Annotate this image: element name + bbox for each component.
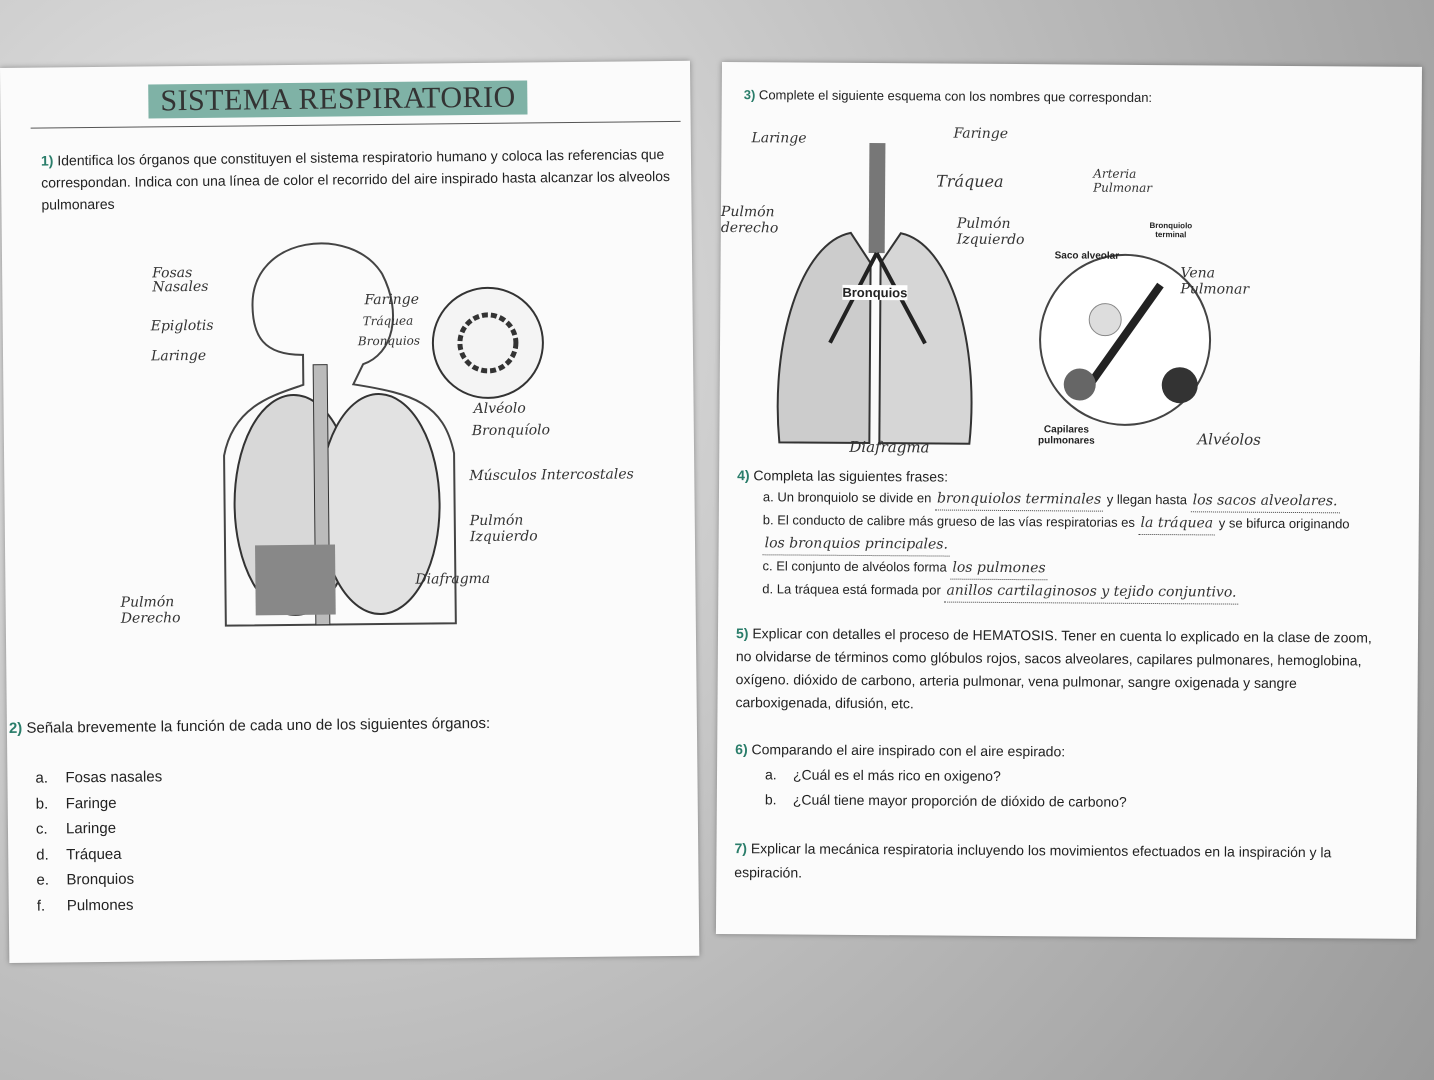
label-pulmon-izquierdo: Pulmón Izquierdo [956,215,1025,249]
label-musculos-intercostales: Músculos Intercostales [469,466,634,485]
right-worksheet [716,62,1422,939]
label-fosas-nasales: Fosas Nasales [152,264,209,296]
question-1: 1) Identifica los órganos que constituyen el sistema respiratorio humano y coloca las referencias que correspondan. Indica con una línea de color el recorrido del aire inspirado hasta alcanzar los alveolos pulmonares [40,146,671,213]
label-laringe: Laringe [150,347,207,365]
label-laringe: Laringe [751,130,807,147]
list-item: f. Pulmones [36,896,134,915]
sentence-list [762,486,1403,605]
label-epiglotis: Epiglotis [150,317,214,335]
question-4: 4) Completa las siguientes frases: [737,467,949,485]
sentence-a: a. Un bronquiolo se divide en bronquiolos terminales y llegan hasta los sacos alveolares. [763,486,1403,513]
sentence-c: c. El conjunto de alvéolos forma los pulmones [762,555,1402,582]
label-alveolos: Alvéolos [1197,430,1261,449]
label-diafragma: Diafragma [415,570,491,588]
question-7: 7) Explicar la mecánica respiratoria incluyendo los movimientos efectuados en la inspiración y la espiración. [734,840,1332,881]
label-bronquiolo-terminal: Bronquiolo terminal [1149,220,1193,240]
sentence-d: d. La tráquea está formada por anillos cartilaginosos y tejido conjuntivo. [762,578,1402,605]
label-bronquiolo: Bronquíolo [471,422,551,440]
label-bronquios: Bronquios [842,284,908,301]
question-6-items [765,762,1127,815]
label-faringe: Faringe [953,125,1009,142]
label-saco-alveolar: Saco alveolar [1054,250,1120,262]
label-faringe: Faringe [364,291,420,309]
label-pulmon-derecho: Pulmón derecho [720,203,779,237]
list-item: a. Fosas nasales [35,768,163,787]
question-6: 6) Comparando el aire inspirado con el aire espirado: [735,741,1066,760]
list-item: c. Laringe [35,820,117,838]
list-item: b. ¿Cuál tiene mayor proporción de dióxido de carbono? [764,791,1127,810]
label-alveolo: Alvéolo [473,400,526,418]
label-diafragma: Diafragma [849,437,930,457]
label-pulmon-derecho: Pulmón Derecho [120,594,181,627]
organ-list [35,764,163,919]
divider [31,121,681,129]
question-3: 3) Complete el siguiente esquema con los nombres que correspondan: [743,87,1153,106]
list-item: a. ¿Cuál es el más rico en oxigeno? [764,766,1001,784]
label-vena-pulmonar: Vena Pulmonar [1180,265,1250,298]
label-traquea: Tráquea [936,171,1004,191]
worksheet-title: SISTEMA RESPIRATORIO [148,80,528,118]
list-item: d. Tráquea [36,845,122,864]
question-5: 5) Explicar con detalles el proceso de HEMATOSIS. Tener en cuenta lo explicado en la clase de zoom, no olvidarse de términos como glóbulos rojos, sacos alveolares, capilares pulmonares, hemoglobina, oxígeno. dióxido de carbono, arteria pulmonar, vena pulmonar, sangre oxigenada y sangre carboxigenada, difusión, etc. [735,625,1372,712]
label-arteria-pulmonar: Arteria Pulmonar [1093,166,1153,196]
sentence-b: b. El conducto de calibre más grueso de las vías respiratorias es la tráquea y se bifurca originando los bronquios principales. [763,509,1403,559]
label-pulmon-izquierdo: Pulmón Izquierdo [469,512,538,546]
list-item: b. Faringe [35,794,117,813]
question-2: 2) Señala brevemente la función de cada uno de los siguientes órganos: [8,714,491,737]
list-item: e. Bronquios [36,871,135,890]
label-bronquios: Bronquios [357,333,421,349]
label-traquea: Tráquea [362,313,414,329]
label-capilares-pulmonares: Capilares pulmonares [1037,424,1095,447]
left-worksheet [0,61,699,963]
